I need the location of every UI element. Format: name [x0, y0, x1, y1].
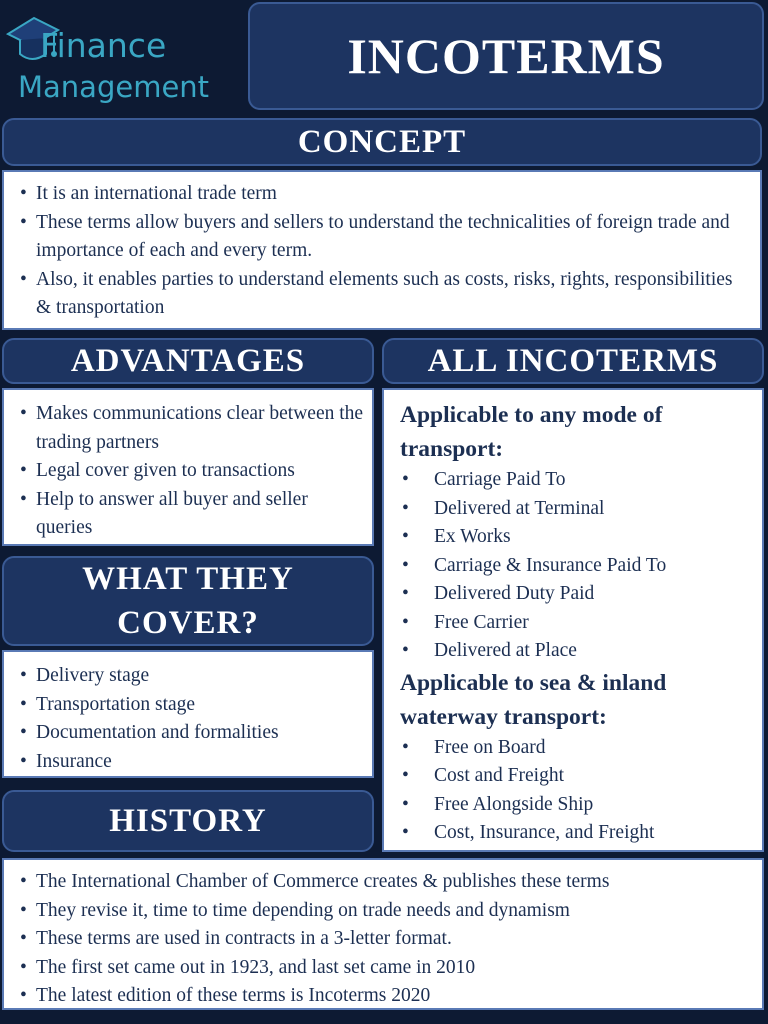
list-item: • Delivered at Terminal: [400, 495, 758, 524]
list-item: • Documentation and formalities: [16, 719, 366, 748]
list-item: • Legal cover given to transactions: [16, 457, 366, 486]
list-item: • Delivery stage: [16, 662, 366, 691]
list-item: • These terms are used in contracts in a 3-letter format.: [16, 925, 756, 954]
list-item: • Insurance: [16, 748, 366, 777]
brand-line1: Finance: [40, 26, 167, 65]
history-heading-text: HISTORY: [109, 802, 267, 839]
list-item: • Cost, Insurance, and Freight: [400, 819, 758, 848]
list-item: • Cost and Freight: [400, 762, 758, 791]
list-item: • They revise it, time to time depending on trade needs and dynamism: [16, 897, 756, 926]
history-list: [16, 868, 756, 1011]
advantages-box: [2, 388, 374, 546]
list-item: • It is an international trade term: [16, 180, 750, 209]
list-item: • The first set came out in 1923, and last set came in 2010: [16, 954, 756, 983]
advantages-heading: [2, 338, 374, 384]
list-item: • These terms allow buyers and sellers to understand the technicalities of foreign trade and importance of each and every term.: [16, 209, 750, 266]
group1-title: Applicable to any mode of transport:: [400, 402, 663, 462]
list-item: • Free Carrier: [400, 609, 758, 638]
brand-line2: Management: [18, 70, 210, 104]
list-item: • Makes communications clear between the trading partners: [16, 400, 366, 457]
group2-title: Applicable to sea & inland waterway transport:: [400, 669, 667, 730]
concept-heading-text: CONCEPT: [297, 123, 467, 160]
list-item: • The International Chamber of Commerce creates & publishes these terms: [16, 868, 756, 897]
concept-heading: [2, 118, 762, 166]
all-incoterms-heading-text: ALL INCOTERMS: [427, 342, 719, 379]
advantages-heading-text: ADVANTAGES: [70, 342, 306, 379]
coverage-heading: [2, 556, 374, 646]
list-item: • Carriage Paid To: [400, 466, 758, 495]
concept-list: [16, 180, 750, 323]
list-item: • Transportation stage: [16, 691, 366, 720]
list-item: • The latest edition of these terms is Incoterms 2020: [16, 982, 756, 1011]
list-item: • Delivered at Place: [400, 637, 758, 666]
list-item: • Help to answer all buyer and seller queries: [16, 486, 366, 543]
page-title: [248, 2, 764, 110]
advantages-list: [16, 400, 366, 543]
list-item: • Ex Works: [400, 523, 758, 552]
coverage-list: [16, 662, 366, 776]
list-item: • Also, it enables parties to understand elements such as costs, risks, rights, responsibilities & transportation: [16, 266, 750, 323]
coverage-box: [2, 650, 374, 778]
list-item: • Delivered Duty Paid: [400, 580, 758, 609]
group1-list: [400, 466, 758, 666]
history-heading: [2, 790, 374, 852]
all-incoterms-heading: [382, 338, 764, 384]
brand-logo: [0, 0, 244, 112]
history-box: [2, 858, 764, 1010]
coverage-heading-line2: COVER?: [117, 605, 259, 641]
list-item: • Free Alongside Ship: [400, 791, 758, 820]
coverage-heading-line1: WHAT THEY: [82, 561, 294, 597]
list-item: • Free on Board: [400, 734, 758, 763]
page-title-text: INCOTERMS: [347, 28, 665, 84]
all-incoterms-box: [382, 388, 764, 852]
list-item: • Carriage & Insurance Paid To: [400, 552, 758, 581]
concept-box: [2, 170, 762, 330]
group2-list: [400, 734, 758, 848]
